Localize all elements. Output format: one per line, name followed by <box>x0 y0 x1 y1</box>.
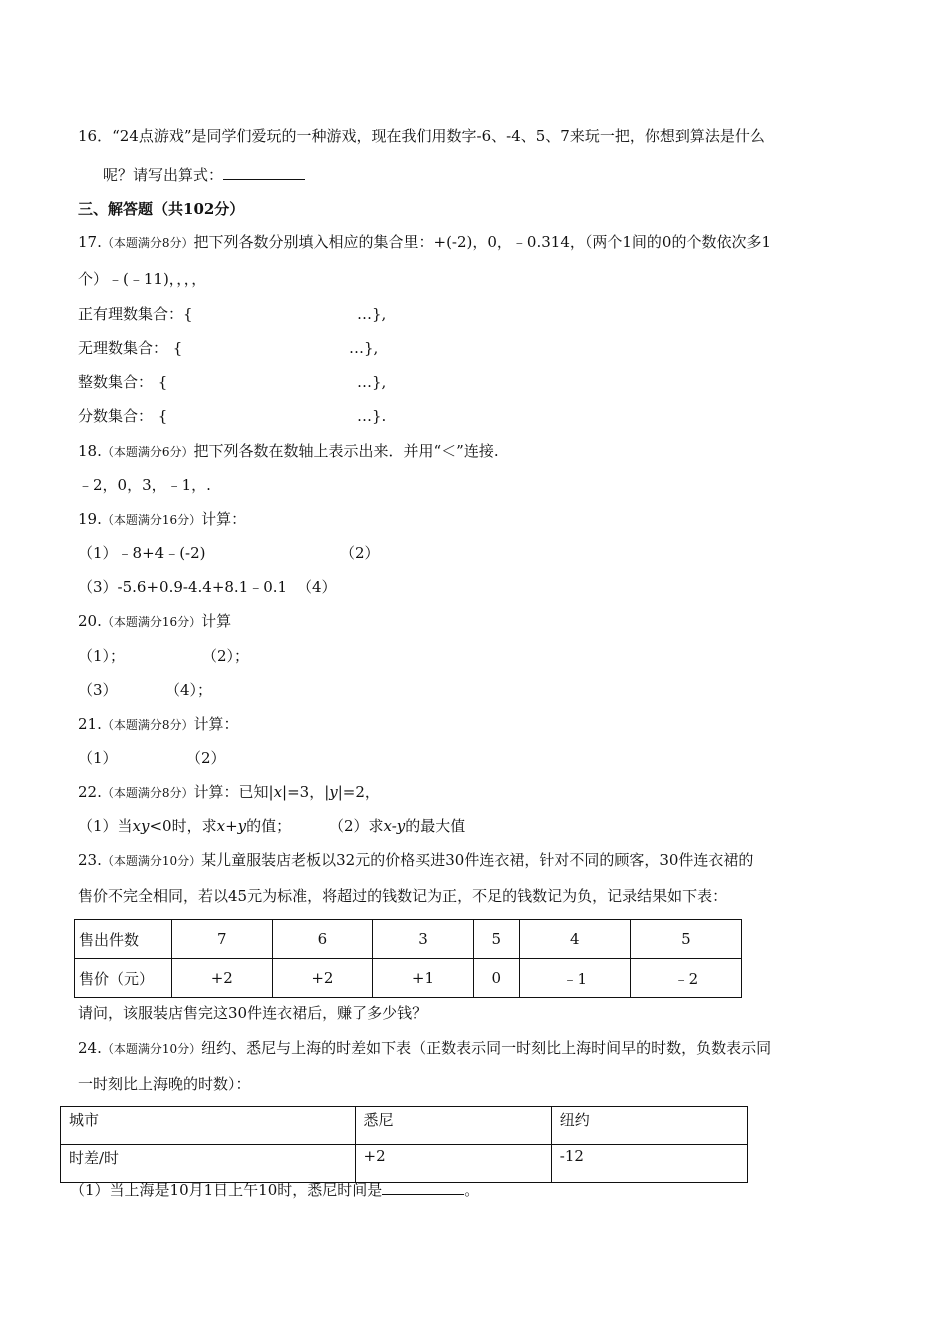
q17-number: 17. <box>78 233 102 251</box>
q20-number: 20. <box>78 612 102 630</box>
q19-part1: （1）﹣8+4﹣(-2) <box>78 544 206 562</box>
q17-set-positive-rational-end: …}, <box>357 305 387 323</box>
table-cell: 6 <box>272 920 373 959</box>
var-y: y <box>329 783 338 801</box>
table-row <box>61 1107 748 1145</box>
table-cell: 3 <box>373 920 474 959</box>
set-label: 正有理数集合：{ <box>78 305 193 323</box>
q19-number: 19. <box>78 510 102 528</box>
q19-score: （本题满分16分） <box>101 513 202 527</box>
q18-text: 把下列各数在数轴上表示出来．并用“＜”连接. <box>193 442 499 460</box>
q23-sales-table <box>74 919 742 998</box>
q21-text: 计算： <box>193 715 239 733</box>
q22-part2-text: 的最大值 <box>405 817 466 835</box>
q24-score: （本题满分10分） <box>101 1042 202 1056</box>
q20-text: 计算 <box>201 612 232 630</box>
var-x-minus-y: x-y <box>383 817 406 835</box>
q23-question: 请问，该服装店售完这30件连衣裙后，赚了多少钱？ <box>78 1004 428 1022</box>
table-cell: 悉尼 <box>355 1107 551 1145</box>
q24-line1 <box>78 1037 771 1060</box>
table-cell: 7 <box>172 920 273 959</box>
table-cell: 5 <box>473 920 519 959</box>
table-cell: -12 <box>551 1145 747 1183</box>
q20-part1: （1）； <box>78 647 126 665</box>
q22-text: |=3，| <box>282 783 330 801</box>
q23-line1 <box>78 849 753 872</box>
table-cell: 售价（元） <box>75 959 172 998</box>
q21-score: （本题满分8分） <box>101 718 194 732</box>
q19-text: 计算： <box>201 510 247 528</box>
q24-text: 纽约、悉尼与上海的时差如下表（正数表示同一时刻比上海时间早的时数，负数表示同 <box>201 1039 772 1057</box>
table-cell: +2 <box>355 1145 551 1183</box>
q20-part3: （3） <box>78 681 118 699</box>
q17-set-integer <box>78 371 167 393</box>
q19-part4: （4） <box>297 578 337 596</box>
q22-text: |=2， <box>337 783 380 801</box>
q23-number: 23. <box>78 851 102 869</box>
q22-part1-text: <0时，求 <box>149 817 217 835</box>
q17-set-irrational <box>78 337 182 359</box>
q22-line1 <box>78 781 380 804</box>
q18-line1 <box>78 440 499 463</box>
table-cell: ﹣1 <box>519 959 630 998</box>
set-label: 整数集合： { <box>78 373 168 391</box>
q18-line2: ﹣2，0，3，﹣1，. <box>78 476 211 494</box>
q24-part1-text: （1）当上海是10月1日上午10时，悉尼时间是 <box>70 1181 383 1199</box>
q24-part1 <box>70 1178 479 1201</box>
q22-part1-text: （1）当 <box>78 817 133 835</box>
q22-text: 计算：已知| <box>193 783 274 801</box>
q16-prompt: 呢？请写出算式： <box>103 166 224 184</box>
q21-part2: （2） <box>186 749 226 767</box>
table-cell: +2 <box>272 959 373 998</box>
table-cell: +1 <box>373 959 474 998</box>
q22-number: 22. <box>78 783 102 801</box>
q16-line2 <box>103 163 305 186</box>
q24-answer-blank[interactable] <box>382 1178 464 1195</box>
q24-timezone-table <box>60 1106 748 1183</box>
var-x-plus-y: x+y <box>216 817 247 835</box>
q24-part1-end: 。 <box>464 1181 480 1199</box>
var-xy: xy <box>132 817 150 835</box>
table-cell: 5 <box>630 920 741 959</box>
q16-line1: 16．“24点游戏”是同学们爱玩的一种游戏，现在我们用数字-6、-4、5、7来玩一把，你想到算法是什么 <box>78 127 765 145</box>
q20-score: （本题满分16分） <box>101 615 202 629</box>
q22-part1 <box>78 815 291 837</box>
q22-score: （本题满分8分） <box>101 786 194 800</box>
q21-line1 <box>78 713 239 736</box>
q19-part3: （3）-5.6+0.9-4.4+8.1﹣0.1 <box>78 578 288 596</box>
table-cell: 时差/时 <box>61 1145 356 1183</box>
table-cell: 纽约 <box>551 1107 747 1145</box>
q23-score: （本题满分10分） <box>101 854 202 868</box>
table-cell: ﹣2 <box>630 959 741 998</box>
table-row <box>61 1145 748 1183</box>
q23-line2: 售价不完全相同，若以45元为标准，将超过的钱数记为正，不足的钱数记为负，记录结果如下表： <box>78 887 728 905</box>
q18-score: （本题满分6分） <box>101 445 194 459</box>
q24-line2: 一时刻比上海晚的时数）： <box>78 1075 251 1093</box>
q20-part4: （4）； <box>165 681 213 699</box>
q20-line1 <box>78 610 231 633</box>
var-x: x <box>273 783 283 801</box>
q17-set-fraction-end: …}. <box>357 407 387 425</box>
q17-text: 把下列各数分别填入相应的集合里：+(-2)，0，﹣0.314，（两个1间的0的个数依次多1 <box>193 233 772 251</box>
q19-part2: （2） <box>340 544 380 562</box>
q17-score: （本题满分8分） <box>101 236 194 250</box>
q17-set-integer-end: …}, <box>357 373 387 391</box>
q17-line2: 个）﹣(﹣11)，，，， <box>78 270 207 288</box>
q21-number: 21. <box>78 715 102 733</box>
q16-answer-blank[interactable] <box>223 163 305 180</box>
table-cell: 城市 <box>61 1107 356 1145</box>
q22-part2-text: （2）求 <box>329 817 384 835</box>
table-cell: +2 <box>172 959 273 998</box>
q22-part1-text: 的值； <box>246 817 292 835</box>
set-label: 无理数集合： { <box>78 339 183 357</box>
section-heading: 三、解答题（共102分） <box>78 200 245 218</box>
q18-number: 18. <box>78 442 102 460</box>
q17-set-fraction <box>78 405 167 427</box>
q17-set-irrational-end: …}, <box>349 339 379 357</box>
set-label: 分数集合： { <box>78 407 168 425</box>
q23-text: 某儿童服装店老板以32元的价格买进30件连衣裙，针对不同的顾客，30件连衣裙的 <box>201 851 754 869</box>
q24-number: 24. <box>78 1039 102 1057</box>
q22-part2 <box>329 815 465 837</box>
q17-set-positive-rational <box>78 303 193 325</box>
table-cell: 0 <box>473 959 519 998</box>
q20-part2: （2）； <box>202 647 250 665</box>
q21-part1: （1） <box>78 749 118 767</box>
table-cell: 售出件数 <box>75 920 172 959</box>
q19-line1 <box>78 508 246 531</box>
q17-line1 <box>78 231 771 254</box>
table-row <box>75 959 742 998</box>
table-row <box>75 920 742 959</box>
table-cell: 4 <box>519 920 630 959</box>
